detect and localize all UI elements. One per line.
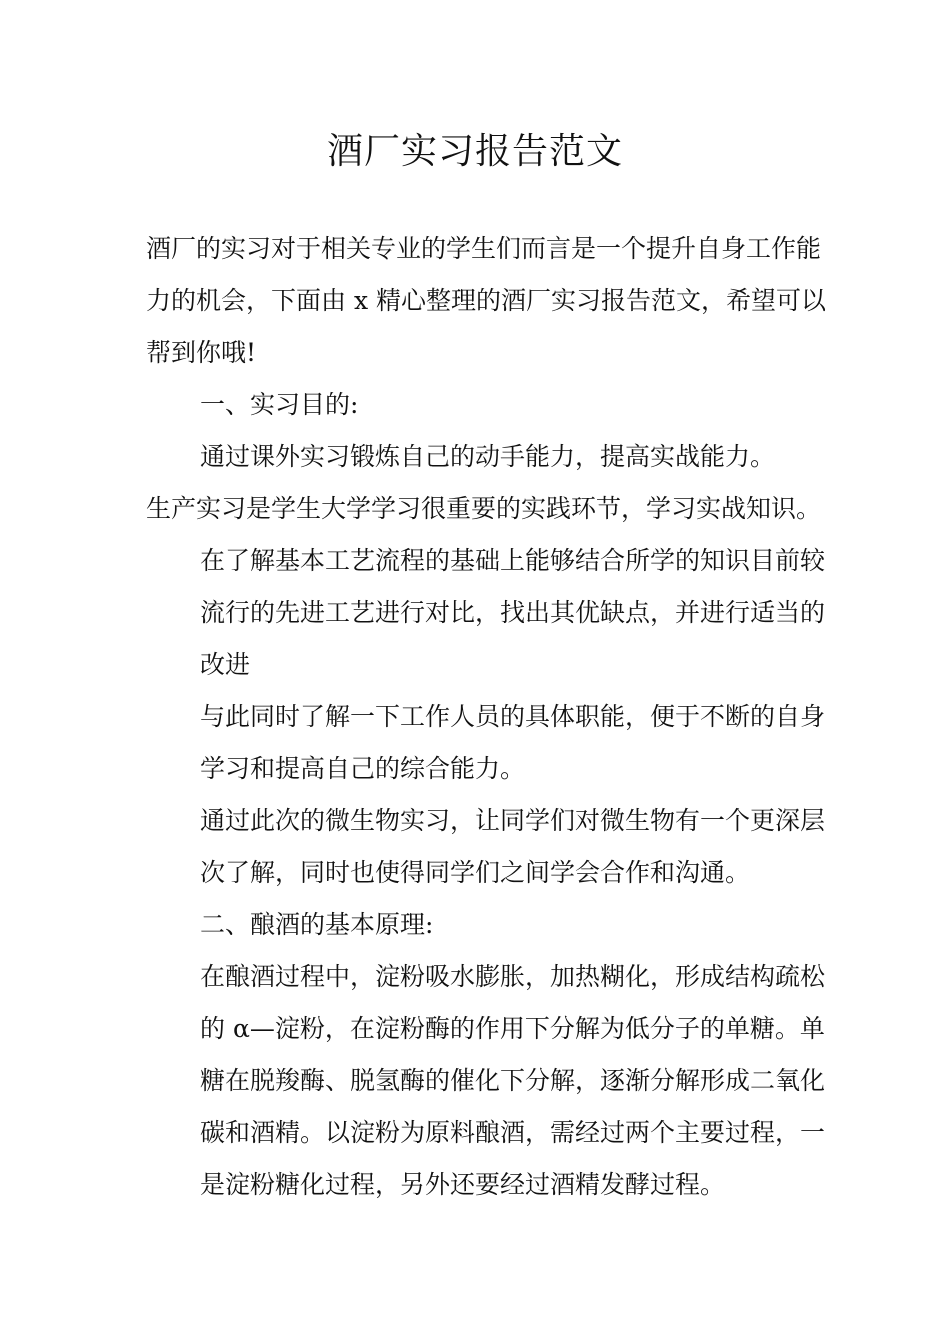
paragraph-objective-1: 通过课外实习锻炼自己的动手能力，提高实战能力。 <box>200 442 776 471</box>
paragraph-objective-3: 在了解基本工艺流程的基础上能够结合所学的知识目前较流行的先进工艺进行对比，找出其优缺点，并进行适当的改进 <box>200 546 826 679</box>
intro-paragraph: 酒厂的实习对于相关专业的学生们而言是一个提升自身工作能力的机会，下面由 x 精心整理的酒厂实习报告范文，希望可以帮到你哦! <box>146 234 826 367</box>
paragraph-principles: 在酿酒过程中，淀粉吸水膨胀，加热糊化，形成结构疏松的 α—淀粉，在淀粉酶的作用下分解为低分子的单糖。单糖在脱羧酶、脱氢酶的催化下分解，逐渐分解形成二氧化碳和酒精。以淀粉为原料酿酒，需经过两个主要过程，一是淀粉糖化过程，另外还要经过酒精发酵过程。 <box>200 962 826 1199</box>
document-title: 酒厂实习报告范文 <box>326 131 623 172</box>
paragraph-objective-5: 通过此次的微生物实习，让同学们对微生物有一个更深层次了解，同时也使得同学们之间学会合作和沟通。 <box>200 806 826 887</box>
section-heading-principles: 二、酿酒的基本原理: <box>200 910 434 939</box>
paragraph-objective-4: 与此同时了解一下工作人员的具体职能，便于不断的自身学习和提高自己的综合能力。 <box>200 702 826 783</box>
paragraph-objective-2: 生产实习是学生大学学习很重要的实践环节，学习实战知识。 <box>146 494 822 523</box>
section-heading-objectives: 一、实习目的: <box>200 390 359 419</box>
document-body <box>146 223 826 1211</box>
